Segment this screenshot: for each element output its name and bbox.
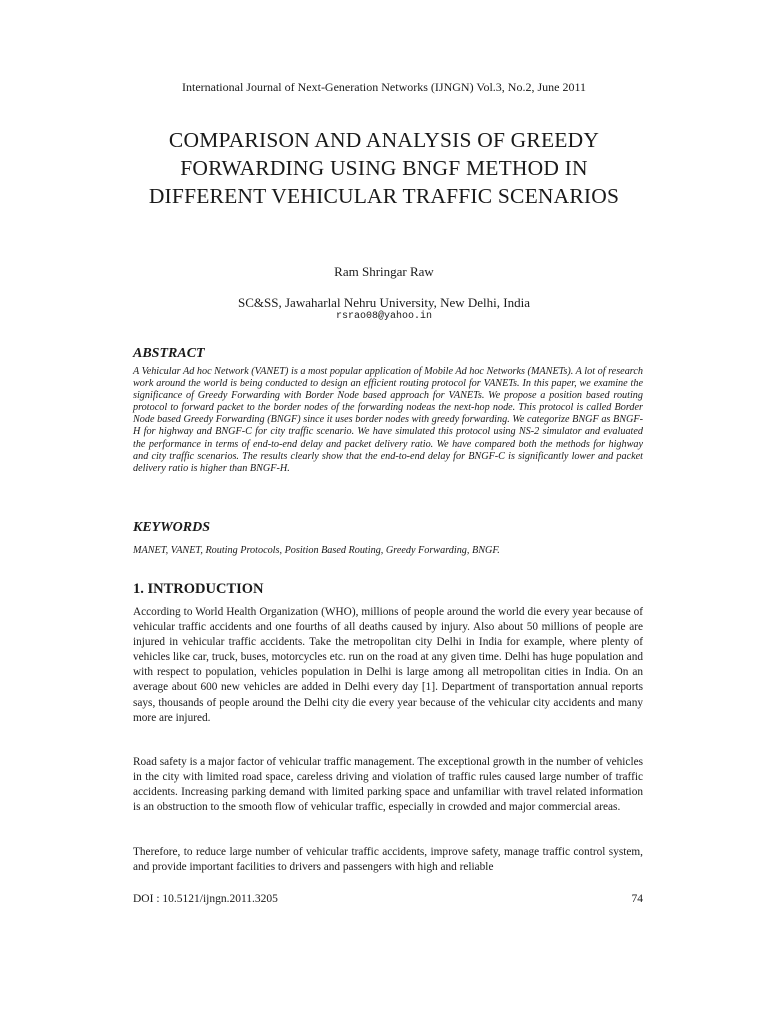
intro-paragraph-3: Therefore, to reduce large number of vehicular traffic accidents, improve safety, manage traffic control system, and provide important facilities to drivers and passengers with high and reliable [133,846,643,874]
keywords-text: MANET, VANET, Routing Protocols, Position Based Routing, Greedy Forwarding, BNGF. [133,545,500,556]
intro-paragraph-2: Road safety is a major factor of vehicular traffic management. The exceptional growth in the number of vehicles in the city with limited road space, careless driving and violation of traffic rules caused large number of traffic accidents. Increasing parking demand with limited parking space and unfamiliar with travel related information is an obstruction to the smooth flow of vehicular traffic, especially in crowded and major commercial areas. [133,756,643,814]
keywords-heading: KEYWORDS [133,520,211,535]
intro-paragraph-1: According to World Health Organization (WHO), millions of people around the world die every year because of vehicular traffic accidents and one fourths of all deaths caused by injury. Also about 50 millions of people are injured in vehicular traffic accidents. Take the metropolitan city Delhi in India for example, where plenty of vehicles like car, truck, buses, motorcycles etc. run on the road at any given time. Delhi has huge population and with respect to population, vehicles population in Delhi is large among all metropolitan cities in India. On an average about 600 new vehicles are added in Delhi every day [1]. Department of transportation annual reports says, thousands of people around the Delhi city die every year because of the vehicular city accidents and many more are injured. [133,606,643,724]
footer-doi: DOI : 10.5121/ijngn.2011.3205 [133,893,278,905]
author-name: Ram Shringar Raw [334,264,434,279]
introduction-heading: 1. INTRODUCTION [133,581,264,597]
journal-header: International Journal of Next-Generation Networks (IJNGN) Vol.3, No.2, June 2011 [181,80,587,94]
author-affiliation: SC&SS, Jawaharlal Nehru University, New Delhi, India [238,295,530,310]
abstract-text: A Vehicular Ad hoc Network (VANET) is a most popular application of Mobile Ad hoc Networks (MANETs). A lot of research work around the world is being conducted to design an efficient routing protocol for VANETs. In this paper, we examine the significance of Greedy Forwarding with Border Node based approach for VANETs. We propose a position based routing protocol to forward packet to the border nodes of the forwarding nodeas the next-hop node. This protocol is called Border Node based Greedy Forwarding (BNGF) since it uses border nodes with greedy forwarding. We categorize BNGF as BNGF-H for highway and BNGF-C for city traffic scenario. We have simulated this protocol using NS-2 simulator and evaluated the performance in terms of end-to-end delay and packet delivery ratio. We have compared both the methods for highway and city traffic scenarios. The results clearly show that the end-to-end delay for BNGF-C is significantly lower and packet delivery ratio is higher than BNGF-H. [133,366,643,474]
footer-page-number: 74 [631,893,643,905]
paper-title: COMPARISON AND ANALYSIS OF GREEDY FORWARDING USING BNGF METHOD IN DIFFERENT VEHICULAR TRAFFIC SCENARIOS [148,128,620,208]
author-email: rsrao08@yahoo.in [335,311,432,322]
abstract-heading: ABSTRACT [133,346,205,361]
